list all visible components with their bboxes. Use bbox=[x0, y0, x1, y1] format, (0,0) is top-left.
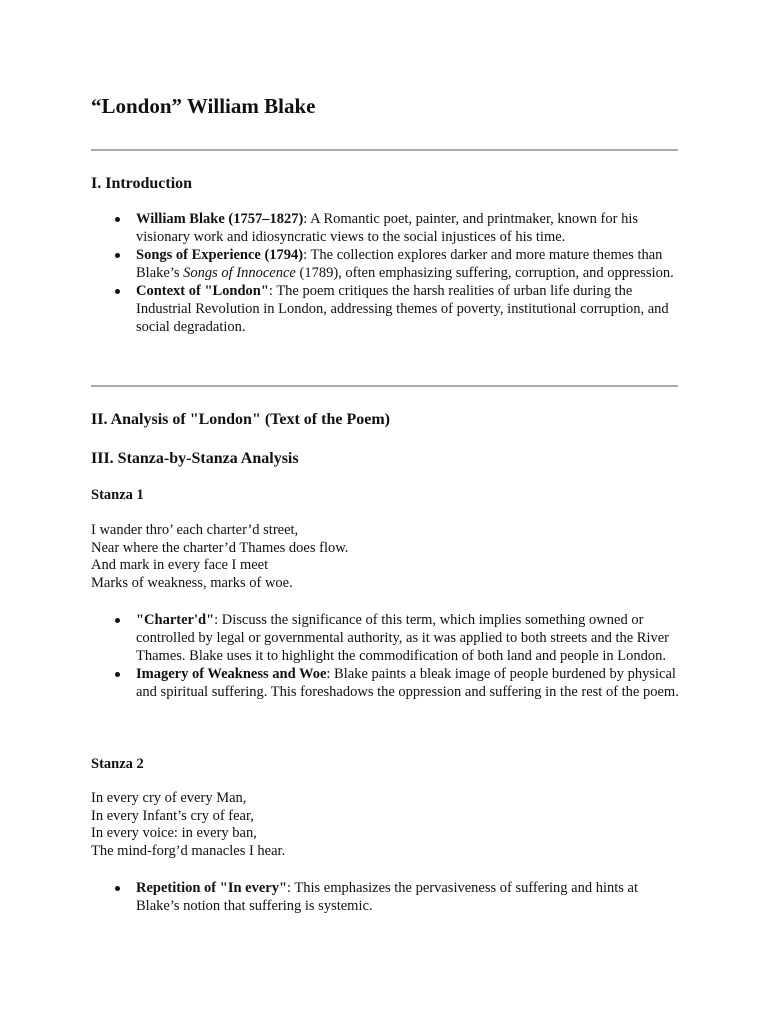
bullet-icon bbox=[115, 886, 120, 891]
stanza-1-notes bbox=[91, 611, 681, 701]
stanza-1-text bbox=[91, 522, 348, 592]
list-item bbox=[91, 282, 681, 336]
introduction-list bbox=[91, 210, 681, 336]
bullet-icon bbox=[115, 217, 120, 222]
document-title: “London” William Blake bbox=[91, 94, 316, 118]
list-item-text: : A Romantic poet, painter, and printmaker, known for his visionary work and idiosyncratic views to the social injustices of his time. bbox=[136, 211, 638, 245]
stanza-2-notes bbox=[91, 879, 681, 915]
list-item-term: "Charter'd" bbox=[136, 612, 215, 628]
list-item bbox=[91, 611, 681, 665]
poem-line: In every Infant’s cry of fear, bbox=[91, 807, 254, 824]
poem-line: In every cry of every Man, bbox=[91, 790, 247, 806]
poem-line: In every voice: in every ban, bbox=[91, 825, 257, 841]
poem-line: And mark in every face I meet bbox=[91, 557, 269, 573]
poem-line: I wander thro’ each charter’d street, bbox=[91, 522, 299, 538]
section-heading-analysis: II. Analysis of "London" (Text of the Poem) bbox=[91, 411, 390, 428]
list-item bbox=[91, 879, 681, 915]
list-item-term: William Blake (1757–1827) bbox=[136, 211, 304, 227]
list-item bbox=[91, 210, 681, 246]
list-item bbox=[91, 246, 681, 282]
section-heading-stanza-analysis: III. Stanza-by-Stanza Analysis bbox=[91, 450, 299, 467]
list-item-term: Songs of Experience (1794) bbox=[136, 247, 304, 263]
list-item-text: : Blake paints a bleak image of people burdened by physical and spiritual suffering. This foreshadows the oppression and suffering in the rest of the poem. bbox=[136, 666, 679, 700]
poem-line: Near where the charter’d Thames does flow. bbox=[91, 539, 349, 556]
list-item-text: : The collection explores darker and more mature themes than Blake’s bbox=[136, 247, 663, 281]
bullet-icon bbox=[115, 672, 120, 677]
list-item-text: (1789), often emphasizing suffering, corruption, and oppression. bbox=[295, 265, 674, 281]
list-item-italic-title: Songs of Innocence bbox=[183, 265, 296, 281]
bullet-icon bbox=[115, 618, 120, 623]
list-item-text: : The poem critiques the harsh realities of urban life during the Industrial Revolution in London, addressing themes of poverty, institutional corruption, and social degradation. bbox=[136, 283, 669, 335]
poem-line: The mind-forg’d manacles I hear. bbox=[91, 842, 286, 859]
bullet-icon bbox=[115, 253, 120, 258]
horizontal-rule bbox=[91, 149, 678, 151]
stanza-2-heading: Stanza 2 bbox=[91, 756, 144, 772]
poem-line: Marks of weakness, marks of woe. bbox=[91, 574, 293, 591]
list-item-text: : This emphasizes the pervasiveness of suffering and hints at Blake’s notion that suffering is systemic. bbox=[136, 880, 639, 914]
bullet-icon bbox=[115, 289, 120, 294]
stanza-1-heading: Stanza 1 bbox=[91, 487, 144, 503]
list-item-term: Imagery of Weakness and Woe bbox=[136, 666, 327, 682]
list-item-term: Context of "London" bbox=[136, 283, 269, 299]
stanza-2-text bbox=[91, 790, 285, 860]
list-item-term: Repetition of "In every" bbox=[136, 880, 288, 896]
list-item-text: : Discuss the significance of this term, which implies something owned or controlled by legal or governmental authority, as it was applied to both streets and the River Thames. Blake uses it to highlight the commodification of both land and people in London. bbox=[136, 612, 670, 664]
list-item bbox=[91, 665, 681, 701]
horizontal-rule bbox=[91, 385, 678, 387]
section-heading-introduction: I. Introduction bbox=[91, 175, 193, 192]
